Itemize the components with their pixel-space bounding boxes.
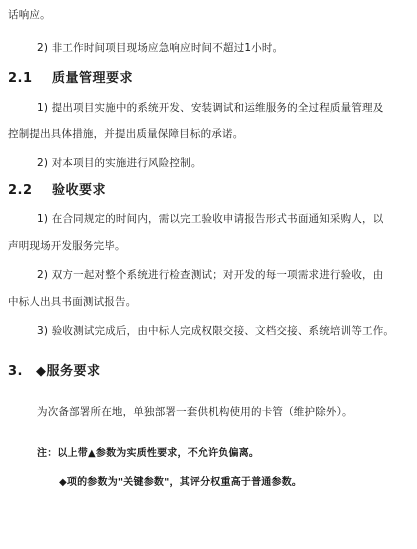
text-line: 1) 提出项目实施中的系统开发、安装调试和运维服务的全过程质量管理及 xyxy=(37,102,384,114)
text-line: 1) 在合同规定的时间内，需以完工验收申请报告形式书面通知采购人，以 xyxy=(37,213,384,225)
section-title: ◆服务要求 xyxy=(36,364,101,379)
section-number: 2.2 xyxy=(8,183,33,198)
section-heading-3 xyxy=(8,364,101,380)
text-line: 话响应。 xyxy=(8,9,51,21)
section-heading-2-2 xyxy=(8,183,106,199)
note-line: ◆项的参数为"关键参数"，其评分权重高于普通参数。 xyxy=(59,477,303,488)
section-number: 3. xyxy=(8,364,23,379)
section-title: 质量管理要求 xyxy=(52,71,134,86)
text-line: 2) 非工作时间项目现场应急响应时间不超过1小时。 xyxy=(37,42,284,54)
text-line: 中标人出具书面测试报告。 xyxy=(8,296,137,308)
text-line: 3) 验收测试完成后，由中标人完成权限交接、文档交接、系统培训等工作。 xyxy=(37,325,395,337)
section-heading-2-1 xyxy=(8,71,133,87)
text-line: 为次备部署所在地，单独部署一套供机构使用的卡管（维护除外）。 xyxy=(37,406,353,418)
text-line: 2) 双方一起对整个系统进行检查测试；对开发的每一项需求进行验收，由 xyxy=(37,269,384,281)
text-line: 2) 对本项目的实施进行风险控制。 xyxy=(37,157,202,169)
section-title: 验收要求 xyxy=(52,183,107,198)
section-number: 2.1 xyxy=(8,71,33,86)
text-line: 声明现场开发服务完毕。 xyxy=(8,240,126,252)
note-line: 注：以上带▲参数为实质性要求，不允许负偏离。 xyxy=(37,448,260,459)
text-line: 控制提出具体措施，并提出质量保障目标的承诺。 xyxy=(8,128,244,140)
